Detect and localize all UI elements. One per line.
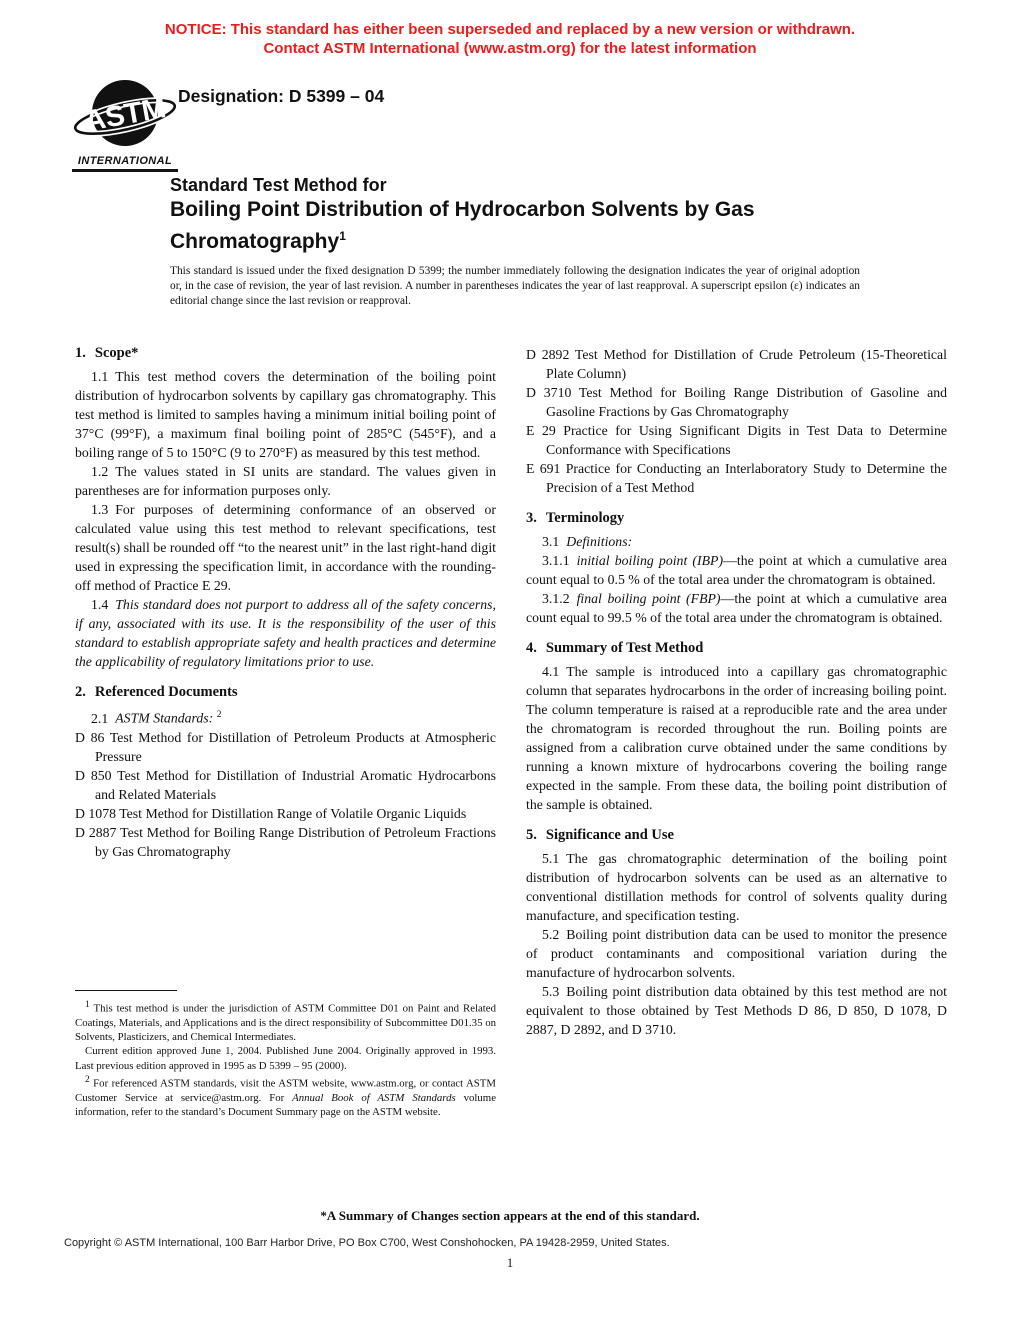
reference-item: E 691 Practice for Conducting an Interlaboratory Study to Determine the Precision of a Test Method [526, 461, 947, 495]
footnote-2: $^2$ For referenced ASTM standards, visit the ASTM website, www.astm.org, or contact ASTM Customer Service at service@astm.org. For Annual Book of ASTM Standards volume information, refer to the standard’s Document Summary page on the ASTM website. [75, 1074, 497, 1118]
terminology-heading: 3. Terminology [526, 510, 625, 526]
summary-of-changes-note: *A Summary of Changes section appears at the end of this standard. [320, 1208, 700, 1223]
scope-paragraph-1-2: 1.2 The values stated in SI units are standard. The values given in parentheses are for information purposes only. [75, 464, 496, 498]
notice-banner [0, 20, 1020, 58]
reference-item: E 29 Practice for Using Significant Digits in Test Data to Determine Conformance with Specifications [526, 423, 947, 457]
designation: Designation: D 5399 – 04 [178, 86, 385, 106]
issued-note: This standard is issued under the fixed designation D 5399; the number immediately following the designation indicates the year of original adoption or, in the case of revision, the year of last revision. A number in parentheses indicates the year of last reapproval. A superscript epsilon (ε) indicates an editorial change since the last revision or reapproval. [170, 265, 860, 307]
scope-paragraph-1-4: 1.4 This standard does not purport to address all of the safety concerns, if any, associated with its use. It is the responsibility of the user of this standard to establish appropriate safety and health practices and determine the applicability of regulatory limitations prior to use. [75, 597, 496, 669]
page-number: 1 [506, 1256, 514, 1270]
title-footnote-ref: 1 [339, 229, 346, 243]
title-line-2: Chromatography$^1$ [170, 229, 346, 253]
summary-heading: 4. Summary of Test Method [526, 640, 704, 656]
notice-line-2: Contact ASTM International (www.astm.org) for the latest information [263, 40, 757, 57]
document-title [170, 174, 890, 255]
significance-heading: 5. Significance and Use [526, 827, 674, 843]
terminology-definitions: 3.1 Definitions: [542, 534, 633, 549]
astm-logo [72, 76, 178, 172]
column-left [75, 343, 496, 1119]
referenced-documents-heading: 2. Referenced Documents [75, 684, 238, 700]
column-right [526, 343, 947, 1119]
logo-underline [72, 169, 178, 172]
summary-paragraph-4-1: 4.1 The sample is introduced into a capillary gas chromatographic column that separates hydrocarbons in the order of increasing boiling point. The column temperature is raised at a reproducible rate and the area under the chromatogram is recorded throughout the run. Boiling points are assigned from a calibration curve obtained under the same conditions by running a known mixture of hydrocarbons covering the boiling range expected in the sample. From these data, the boiling point distribution of the sample is obtained. [526, 664, 947, 812]
copyright-line: Copyright © ASTM International, 100 Barr Harbor Drive, PO Box C700, West Conshohocken, PA 19428-2959, United States. [64, 1237, 670, 1249]
footnote-divider [75, 990, 177, 991]
reference-item: D 3710 Test Method for Boiling Range Distribution of Gasoline and Gasoline Fractions by Gas Chromatography [526, 385, 947, 419]
reference-item: D 2892 Test Method for Distillation of Crude Petroleum (15-Theoretical Plate Column) [526, 347, 947, 381]
title-line-1: Boiling Point Distribution of Hydrocarbon Solvents by Gas [170, 198, 755, 221]
reference-item: D 850 Test Method for Distillation of Industrial Aromatic Hydrocarbons and Related Materials [75, 767, 496, 802]
reference-item: D 2887 Test Method for Boiling Range Distribution of Petroleum Fractions by Gas Chromatography [75, 824, 496, 859]
terminology-fbp: 3.1.2 final boiling point (FBP)—the point at which a cumulative area count equal to 99.5 % of the total area under the chromatogram is obtained. [526, 591, 947, 625]
significance-paragraph-5-2: 5.2 Boiling point distribution data can be used to monitor the presence of product contaminants and compositional variation during the manufacture of hydrocarbon solvents. [526, 927, 947, 980]
footnotes [75, 990, 496, 1119]
significance-paragraph-5-1: 5.1 The gas chromatographic determination of the boiling point distribution of hydrocarbon solvents can be used as an alternative to conventional distillation methods for control of solvents quality during manufacture, and specification testing. [526, 851, 947, 923]
body-columns [75, 343, 947, 1119]
scope-paragraph-1-3: 1.3 For purposes of determining conformance of an observed or calculated value using this test method to relevant specifications, test result(s) shall be rounded off “to the nearest unit” in the last right-hand digit used in expressing the specification limit, in accordance with the rounding-off method of Practice E 29. [75, 502, 496, 593]
reference-item: D 86 Test Method for Distillation of Petroleum Products at Atmospheric Pressure [75, 729, 496, 764]
significance-paragraph-5-3: 5.3 Boiling point distribution data obtained by this test method are not equivalent to those obtained by Test Methods D 86, D 850, D 1078, D 2887, D 2892, and D 3710. [526, 984, 947, 1037]
astm-logo-subtitle: INTERNATIONAL [77, 155, 173, 167]
scope-paragraph-1-1: 1.1 This test method covers the determination of the boiling point distribution of hydrocarbon solvents by capillary gas chromatography. This test method is limited to samples having a minimum initial boiling point of 37°C (99°F), a maximum final boiling point of 285°C (545°F), and a boiling range of 5 to 150°C (9 to 270°F) as measured by this test method. [75, 369, 496, 460]
reference-item: D 1078 Test Method for Distillation Range of Volatile Organic Liquids [75, 805, 467, 821]
astm-logo-text: ASTM [82, 92, 169, 138]
notice-line-1: NOTICE: This standard has either been superseded and replaced by a new version or withdrawn. [164, 21, 856, 38]
terminology-ibp: 3.1.1 initial boiling point (IBP)—the point at which a cumulative area count equal to 0.5 % of the total area under the chromatogram is obtained. [526, 553, 947, 587]
referenced-sub-2-1: 2.1 ASTM Standards: $^2$ [91, 710, 222, 726]
footnote-1-continued: Current edition approved June 1, 2004. Published June 2004. Originally approved in 1993. Last previous edition approved in 1995 as D 5399 – 95 (2000). [75, 1045, 496, 1072]
title-kicker: Standard Test Method for [170, 175, 387, 195]
astm-globe-icon [72, 76, 178, 154]
footnote-1: $^1$ This test method is under the jurisdiction of ASTM Committee D01 on Paint and Related Coatings, Materials, and Applications and is the direct responsibility of Subcommittee D01.35 on Solvents, Plasticizers, and Chemical Intermediates. [75, 1000, 496, 1044]
scope-heading: 1. Scope* [75, 345, 139, 361]
